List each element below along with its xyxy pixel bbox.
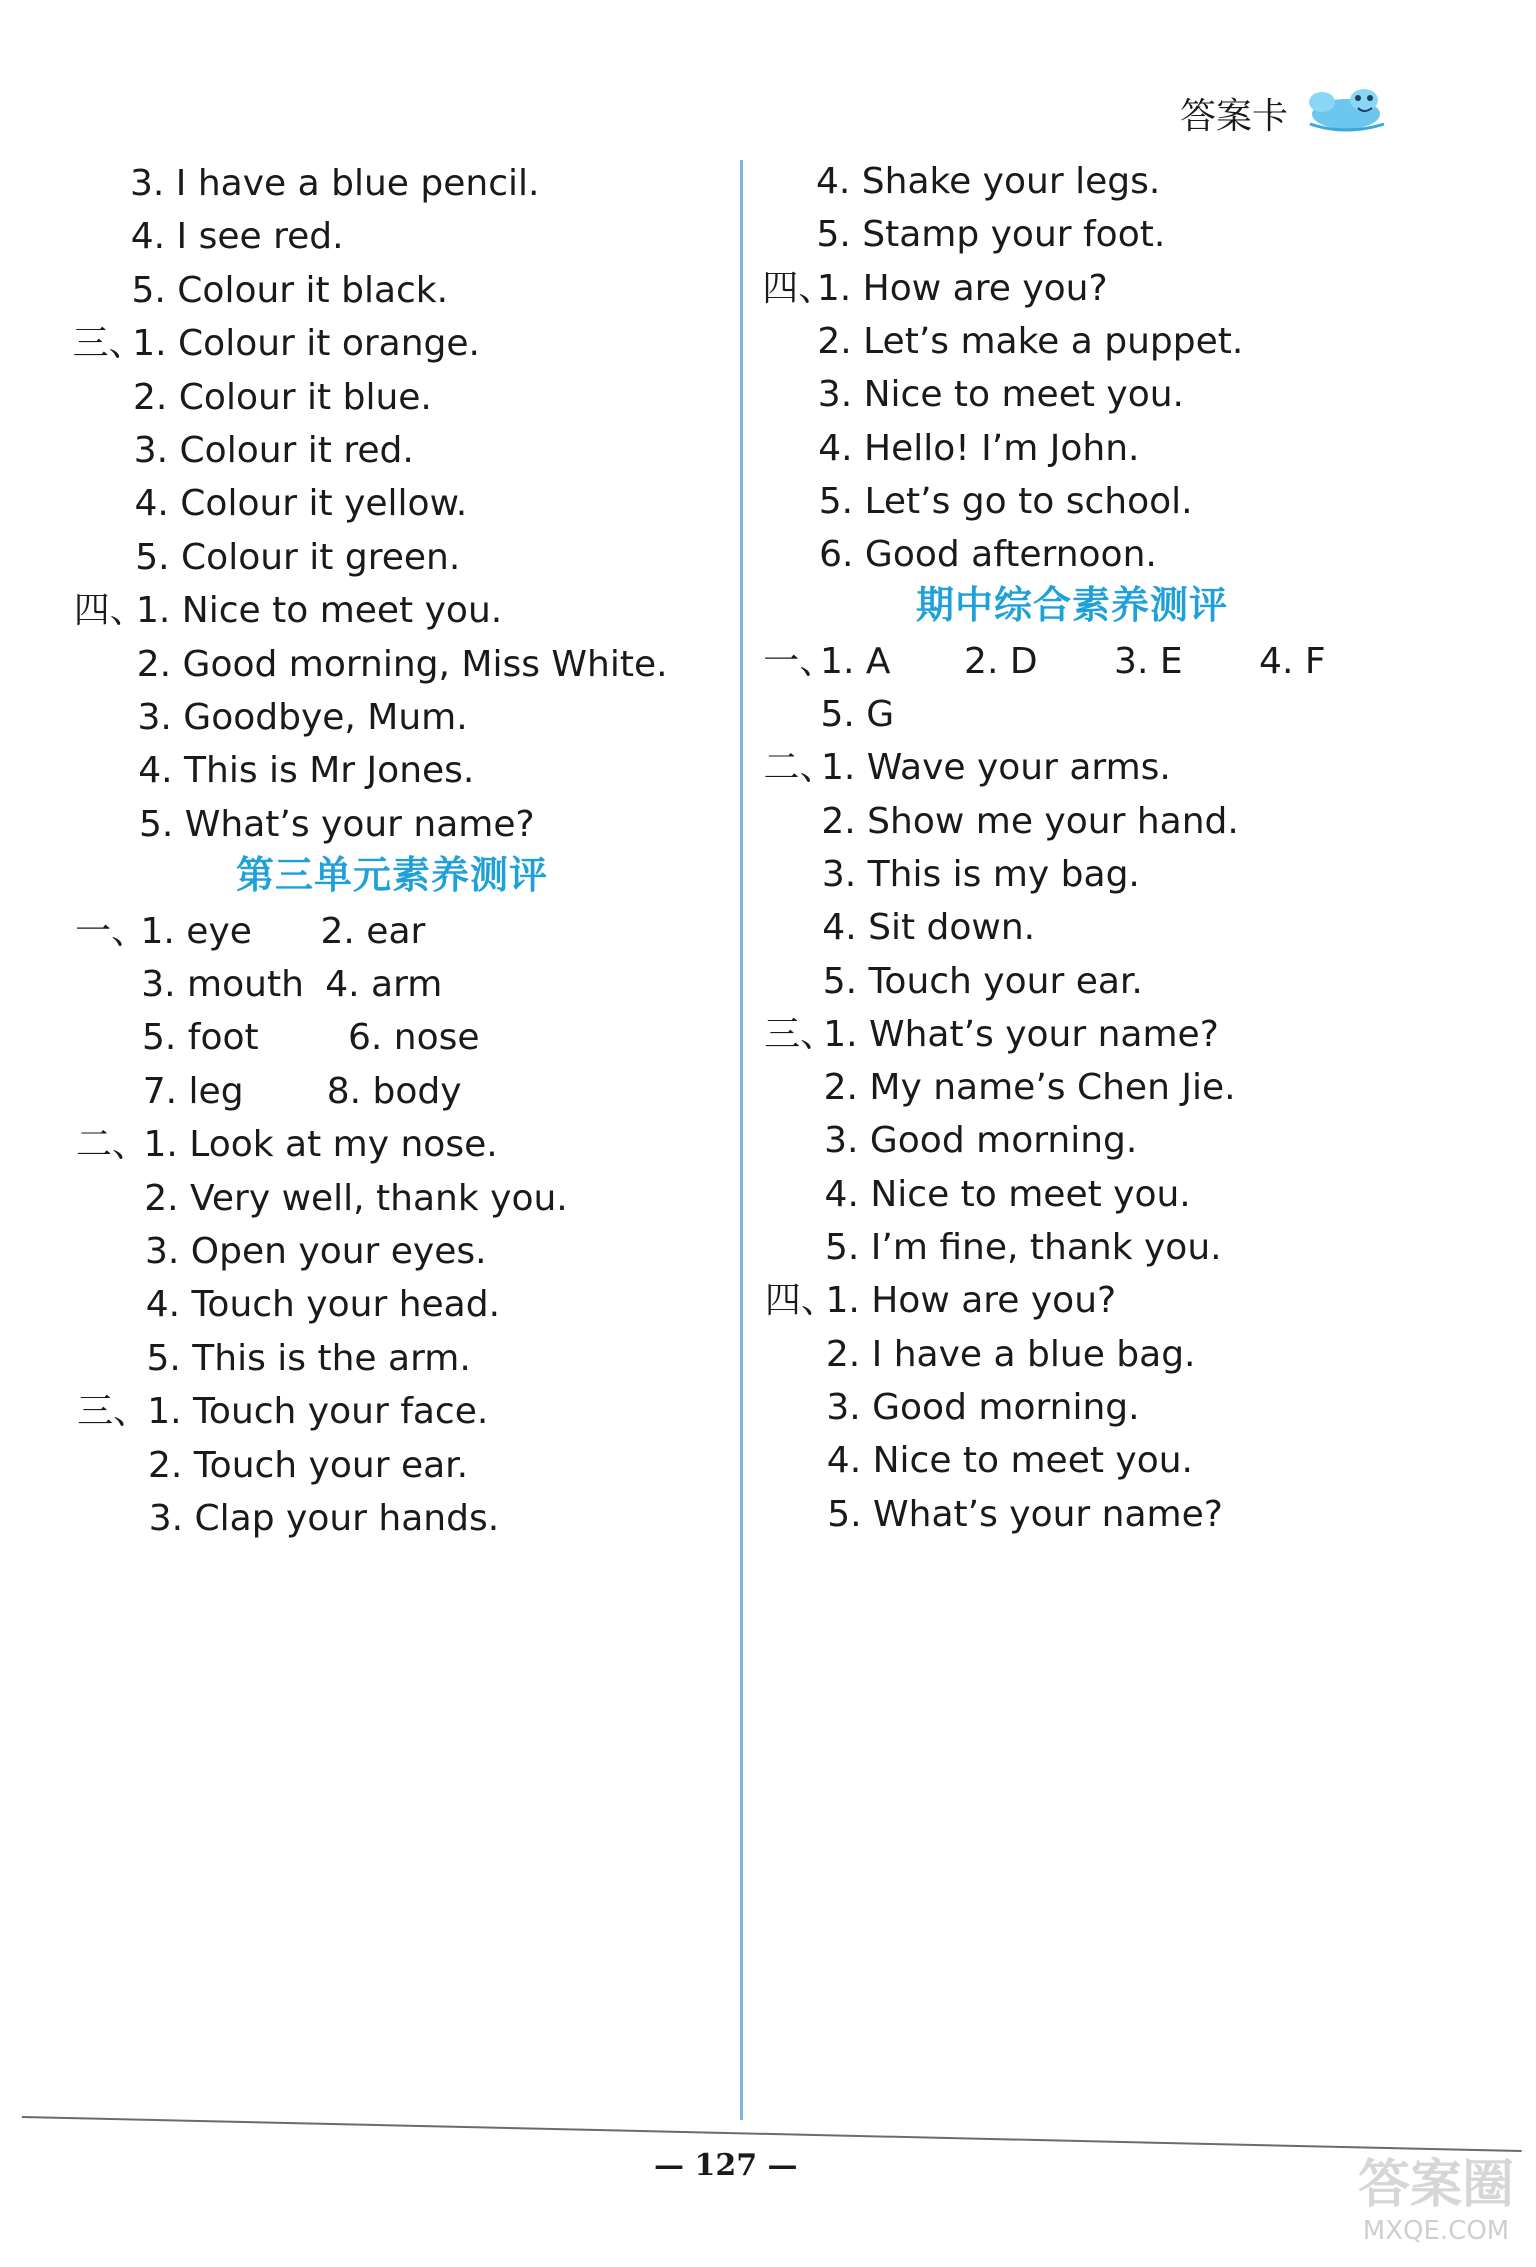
answer-line: 1. Look at my nose.: [143, 1124, 498, 1166]
answer-line: 1. eye: [140, 910, 252, 952]
answer-line: 2. I have a blue bag.: [825, 1333, 1196, 1375]
answer-line: 2. My name’s Chen Jie.: [823, 1067, 1236, 1109]
answer-line: 5. Let’s go to school.: [818, 480, 1193, 522]
answer-line: 3. Goodbye, Mum.: [137, 697, 468, 738]
answer-line: 1. Touch your face.: [147, 1391, 489, 1433]
section-marker: 三、: [77, 1391, 150, 1433]
answer-line: 2. Colour it blue.: [133, 376, 432, 418]
answer-line: 4. Shake your legs.: [816, 161, 1161, 202]
answer-line: 3. Open your eyes.: [145, 1231, 487, 1272]
answer-line: 3. Colour it red.: [133, 430, 414, 471]
answer-line: 4. Hello! I’m John.: [818, 427, 1140, 469]
answer-line: 1. What’s your name?: [823, 1013, 1219, 1055]
answer-line: 2. Very well, thank you.: [144, 1177, 568, 1219]
header-label: 答案卡: [1180, 96, 1289, 137]
answer-line: 4. Colour it yellow.: [134, 483, 468, 525]
blue-cartoon-mascot-icon: [1300, 84, 1390, 134]
section-marker: 三、: [764, 1013, 837, 1055]
answer-line: 3. Good morning.: [824, 1120, 1138, 1162]
section-title: 期中综合素养测评: [916, 583, 1229, 628]
answer-line: 1. How are you?: [816, 267, 1108, 309]
answer-line: 3. I have a blue pencil.: [130, 163, 540, 204]
answer-item: 2. D: [964, 640, 1038, 682]
answer-line: 1. Colour it orange.: [132, 323, 480, 365]
answer-line: 6. Good afternoon.: [819, 534, 1157, 576]
section-marker: 四、: [73, 590, 146, 632]
answer-item: 2. ear: [320, 910, 426, 952]
answer-line: 1. A: [820, 640, 891, 682]
answer-line: 5. Touch your ear.: [822, 960, 1143, 1002]
section-marker: 四、: [762, 267, 835, 309]
section-marker: 一、: [763, 640, 836, 682]
answer-line: 3. mouth: [141, 964, 304, 1005]
answer-line: 4. Sit down.: [822, 907, 1036, 949]
answer-line: 1. Nice to meet you.: [136, 590, 503, 632]
watermark-main-text: 答案圈: [1357, 2155, 1514, 2215]
answer-line: 2. Show me your hand.: [821, 800, 1239, 842]
answer-line: 1. Wave your arms.: [820, 747, 1171, 789]
answer-line: 3. Good morning.: [826, 1386, 1140, 1428]
answer-item: 8. body: [326, 1070, 462, 1112]
section-marker: 二、: [763, 747, 836, 789]
answer-item: 4. arm: [325, 964, 443, 1005]
answer-line: 3. This is my bag.: [821, 853, 1140, 895]
section-marker: 四、: [764, 1280, 837, 1322]
answer-line: 5. Colour it black.: [131, 269, 449, 311]
answer-line: 5. What’s your name?: [139, 803, 535, 845]
answer-line: 4. I see red.: [130, 216, 344, 258]
answer-line: 5. This is the arm.: [146, 1337, 471, 1379]
answer-line: 5. What’s your name?: [827, 1493, 1223, 1535]
answer-line: 2. Let’s make a puppet.: [817, 320, 1244, 362]
answer-item: 4. F: [1259, 640, 1326, 682]
answer-line: 4. Touch your head.: [145, 1284, 501, 1326]
answer-line: 5. foot: [142, 1017, 259, 1059]
answer-line: 2. Touch your ear.: [148, 1444, 469, 1486]
answer-line: 5. Colour it green.: [135, 536, 461, 578]
column-divider: [740, 160, 743, 2120]
answer-line: 4. Nice to meet you.: [826, 1440, 1194, 1482]
answer-line: 4. Nice to meet you.: [824, 1173, 1191, 1215]
section-marker: 二、: [76, 1124, 149, 1166]
watermark-url-text: MXQE.COM: [1362, 2216, 1510, 2246]
section-title: 第三单元素养测评: [236, 853, 549, 898]
answer-line: 2. Good morning, Miss White.: [136, 643, 668, 685]
footer-rule: [22, 2116, 1522, 2152]
answer-line: 7. leg: [142, 1070, 244, 1112]
section-marker: 三、: [72, 323, 145, 365]
page-number: — 127 —: [654, 2148, 798, 2183]
answer-line: 4. This is Mr Jones.: [138, 750, 475, 792]
answer-item: 3. E: [1114, 640, 1183, 682]
answer-line: 5. Stamp your foot.: [816, 214, 1166, 256]
answer-line: 5. I’m fine, thank you.: [825, 1227, 1222, 1268]
watermark-logo: [1356, 2154, 1516, 2264]
answer-line: 3. Nice to meet you.: [817, 374, 1185, 416]
answer-line: 3. Clap your hands.: [148, 1498, 500, 1539]
answer-line: 5. G: [820, 694, 895, 735]
answer-line: 1. How are you?: [825, 1280, 1117, 1322]
section-marker: 一、: [75, 910, 148, 952]
answer-item: 6. nose: [348, 1017, 480, 1059]
